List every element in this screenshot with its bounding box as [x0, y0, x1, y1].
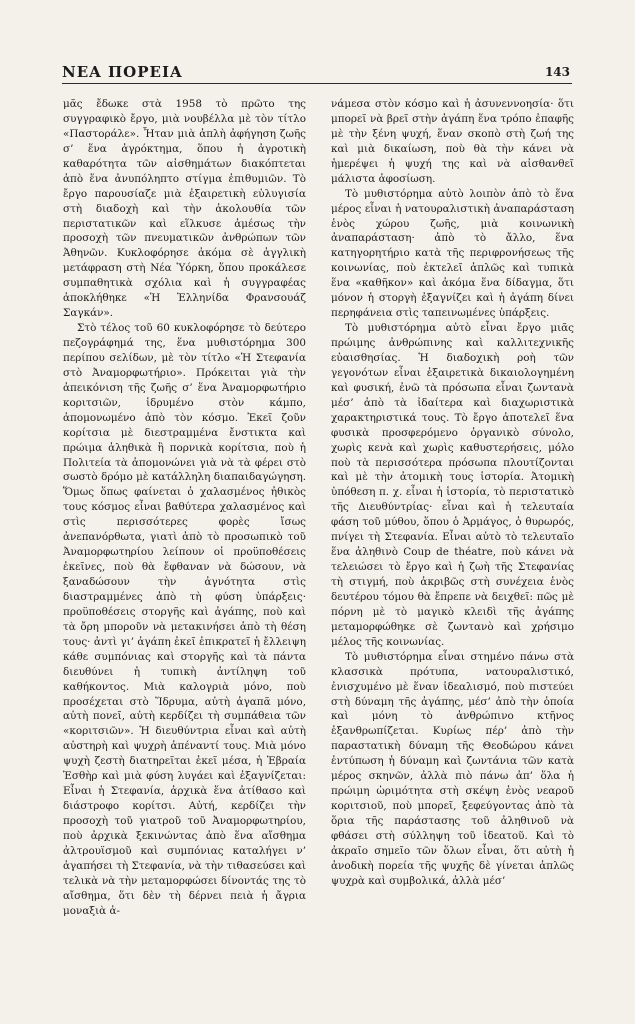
paragraph: Τὸ μυθιστόρημα αὐτὸ εἶναι ἔργο μιᾶς πρώιμης ἀνθρώπινης καὶ καλλιτεχνικῆς εὐαισθησίας. Ἡ διαδοχικὴ ροὴ τῶν γεγονότων εἶναι ἐξαιρετικὰ δικαιολογημένη καὶ φυσική, ἐνῶ τὰ πρόσωπα εἶναι ζωντανὰ μέσ’ ἀπὸ τὰ ἰδαίτερα καὶ διαχωριστικὰ χαρακτηριστικά τους. Τὸ ἔργο ἀποτελεῖ ἕνα φυσικὰ προσφερόμενο ὀργανικὸ σύνολο, χωρὶς κενὰ καὶ χωρὶς καθυστερήσεις, μόλο ποὺ τὰ περισσότερα πρόσωπα πλουτίζονται καὶ μὲ τὴν ἀτομικὴ τους ἱστορία. Ἀτομικὴ ὑπόθεση π. χ. εἶναι ἡ ἱστορία, τὸ περιστατικὸ τῆς Διευθύντρίας· εἶναι καὶ ἡ τελευταία φάση τοῦ μύθου, ὅπου ὁ Ἀρμάγος, ὁ θυρωρός, πνίγει τὴ Στεφανία. Εἶναι αὐτὸ τὸ τελευταῖο ἕνα ἀληθινὸ Coup de théatre, ποὺ κάνει νὰ τελειώσει τὸ ἔργο καὶ ἡ ζωὴ τῆς Στεφανίας τὴ στιγμή, ποὺ ἀκριβῶς στὴ συνέχεια ἑνὸς δευτέρου τόμου θὰ ἔπρεπε νὰ δειχθεῖ: πῶς μὲ πόρνη μὲ τὸ μαγικὸ κλειδὶ τῆς ἀγάπης μεταμορφώθηκε σὲ ζωντανὸ καὶ χρήσιμο μέλος τῆς κοινωνίας.: [331, 322, 574, 648]
paragraph: Στὸ τέλος τοῦ 60 κυκλοφόρησε τὸ δεύτερο πεζογράφημά της, ἕνα μυθιστόρημα 300 περίπου σελίδων, μὲ τὸν τίτλο «Ἡ Στεφανία στὸ Ἀναμορφωτήριο». Πρόκειται γιὰ τὴν ἀπεικόνιση τῆς ζωῆς σ’ ἕνα Ἀναμορφωτήριο κοριτσιῶν, ἱδρυμένο στὸν κάμπο, ἀπομονωμένο ἀπὸ τὸν κόσμο. Ἐκεῖ ζοῦν κορίτσια μὲ διεστραμμένα ἔνστικτα καὶ πρώιμα ἀληθικὰ ἢ πορνικὰ κορίτσια, ποὺ ἡ Πολιτεία τὰ ἀπομονώνει γιὰ νὰ τὰ φέρει στὸ σωστὸ δρόμο μὲ κατάλληλη διαπαιδαγώγηση. Ὅμως ὅπως φαίνεται ὁ χαλασμένος ἠθικὸς τους κόσμος εἶναι βαθύτερα χαλασμένος καὶ στὶς περισσότερες φορὲς ἴσως ἀνεπανόρθωτα, γιατὶ ἀπὸ τὸ προσωπικὸ τοῦ Ἀναμορφωτηρίου λείπουν οἱ προϋποθέσεις ἐκεῖνες, ποὺ θὰ ἔφθαναν νὰ δώσουν, νὰ ξαναδώσουν τὴν ἀγνότητα στὶς διαστραμμένες ἀπὸ τὴ φύση ὑπάρξεις· προϋποθέσεις στοργῆς καὶ ἀγάπης, ποὺ καὶ τὰ ὄρη μποροῦν νὰ μετακινήσει ἀπὸ τὴ θέση τους· ἀντὶ γι’ ἀγάπη ἐκεῖ ἐπικρατεῖ ἡ ἔλλειψη κάθε συμπόνιας καὶ στοργῆς καὶ τὰ πάντα διευθύνει ἡ τυπικὴ ἀντίληψη τοῦ καθήκοντος. Μιὰ καλογριὰ μόνο, ποὺ προσέχεται στὸ Ἵδρυμα, αὐτὴ ἀγαπᾶ μόνο, αὐτὴ πονεῖ, αὐτὴ κερδίζει τὴ συμπάθεια τῶν «κοριτσιῶν». Ἡ διευθύντρια εἶναι καὶ αὐτὴ αὐστηρὴ καὶ ψυχρὴ ἀπέναντί τους. Μιὰ μόνο ψυχὴ ζεστὴ διατηρεῖται ἐκεῖ μέσα, ἡ Ἑβραία Ἐσθὴρ καὶ μιὰ φύση λυγάει καὶ ἐξαγνίζεται: Εἶναι ἡ Στεφανία, ἀρχικὰ ἕνα ἀτίθασο καὶ διάστροφο κορίτσι. Αὐτή, κερδίζει τὴν προσοχὴ τοῦ γιατροῦ τοῦ Ἀναμορφωτηρίου, ποὺ ἀρχικὰ ξεκινώντας ἀπὸ ἕνα αἴσθημα ἀλτρουϊσμοῦ καὶ συμπόνιας καταλήγει ν’ ἀγαπήσει τὴ Στεφανία, νὰ τὴν τιθασεύσει καὶ τελικὰ νὰ τὴν μεταμορφώσει δίνοντάς της τὸ αἴσθημα, ὅτι δὲν τὴ δέρνει πειὰ ἡ ἄγρια μοναξιὰ ἀ-: [63, 322, 306, 917]
left-column: [63, 97, 306, 919]
paragraph: Τὸ μυθιστόρημα αὐτὸ λοιπὸν ἀπὸ τὸ ἕνα μέρος εἶναι ἡ νατουραλιστικὴ ἀναπαράσταση ἑνὸς χώρου ζωῆς, μιὰ κοινωνικὴ ἀναπαράσταση· ἀπὸ τὸ ἄλλο, ἕνα κατηγορητήριο κατὰ τῆς περιφρονήσεως τῆς κοινωνίας, ποὺ ἐκτελεῖ ἁπλῶς καὶ τυπικὰ ἕνα «καθῆκον» καὶ ἀκόμα ἕνα δίδαγμα, ὅτι μόνον ἡ στοργὴ ἐξαγνίζει καὶ ἡ ἀγάπη δίνει περηφάνεια στὶς ταπεινωμένες ὑπάρξεις.: [331, 187, 574, 320]
page-number: 143: [544, 65, 570, 79]
paragraph: Τὸ μυθιστόρημα εἶναι στημένο πάνω στὰ κλασσικὰ πρότυπα, νατουραλιστικό, ἐνισχυμένο μὲ ἕναν ἰδεαλισμό, ποὺ πιστεύει στὴ δύναμη τῆς ἀγάπης, μέσ’ ἀπὸ τὴν ὁποία καὶ μόνη τὸ ἀνθρώπινο κτῆνος ἐξανθρωπίζεται. Κυρίως πέρ’ ἀπὸ τὴν παραστατικὴ δύναμη τῆς Θεοδώρου κάνει ἐντύπωση ἡ δύναμη καὶ ζωντάνια τῶν κατὰ μέρος σκηνῶν, ἀλλὰ πιὸ πάνω ἀπ’ ὅλα ἡ πρώιμη ὡριμότητα στὴ σκέψη ἑνὸς νεαροῦ κοριτσιοῦ, ποὺ μπορεῖ, ξεφεύγοντας ἀπὸ τὰ ὅρια τῆς παράστασης τοῦ ἀληθινοῦ νὰ φθάσει στὴ σύλληψη τοῦ ἰδεατοῦ. Καὶ τὸ ἀκραῖο σημεῖο τῶν ὅλων εἶναι, ὅτι αὐτὴ ἡ ἀνοδικὴ πορεία τῆς ψυχῆς δὲ γίνεται ἁπλῶς ψυχρὰ καὶ συμβολικά, ἀλλὰ μέσ’: [331, 650, 574, 887]
paragraph: μᾶς ἔδωκε στὰ 1958 τὸ πρῶτο της συγγραφικὸ ἔργο, μιὰ νουβέλλα μὲ τὸν τίτλο «Παστοράλε». Ἦταν μιὰ ἁπλὴ ἀφήγηση ζωῆς σ’ ἕνα ἀγρόκτημα, ὅπου ἡ ἀγροτικὴ καθαρότητα τῶν αἰσθημάτων διακόπτεται ἀπὸ ἕνα ἀνυπόληπτο στίγμα ἐπιθυμιῶν. Τὸ ἔργο παρουσίαζε μιὰ ἐξαιρετικὴ εὐλυγισία στὴ διαδοχὴ καὶ τὴν ἀκολουθία τῶν περιστατικῶν καὶ εἵλκυσε ἀμέσως τὴν προσοχὴ τῶν πνευματικῶν ἀνθρώπων τῶν Ἀθηνῶν. Κυκλοφόρησε ἀκόμα σὲ ἀγγλικὴ μετάφραση στὴ Νέα Ὑόρκη, ὅπου προκάλεσε συμπαθητικὰ σχόλια καὶ ἡ συγγραφέας ἀποκλήθηκε «Ἡ Ἑλληνίδα Φρανσουάζ Σαγκάν».: [63, 98, 306, 320]
right-column: [331, 97, 574, 889]
page-header: [62, 57, 572, 84]
paragraph: νάμεσα στὸν κόσμο καὶ ἡ ἀσυνεννοησία· ὅτι μπορεῖ νὰ βρεῖ στὴν ἀγάπη ἕνα τρόπο ἐπαφῆς μὲ τὴν ξένη ψυχή, ἕναν σκοπὸ στὴ ζωή της καὶ μιὰ δικαίωση, ποὺ θὰ τὴν κάνει νὰ ἡμερέψει ἡ ψυχή της καὶ νὰ αἰσθανθεῖ μάλιστα ἀφοσίωση.: [331, 98, 574, 185]
journal-title: ΝΕΑ ΠΟΡΕΙΑ: [62, 63, 183, 81]
